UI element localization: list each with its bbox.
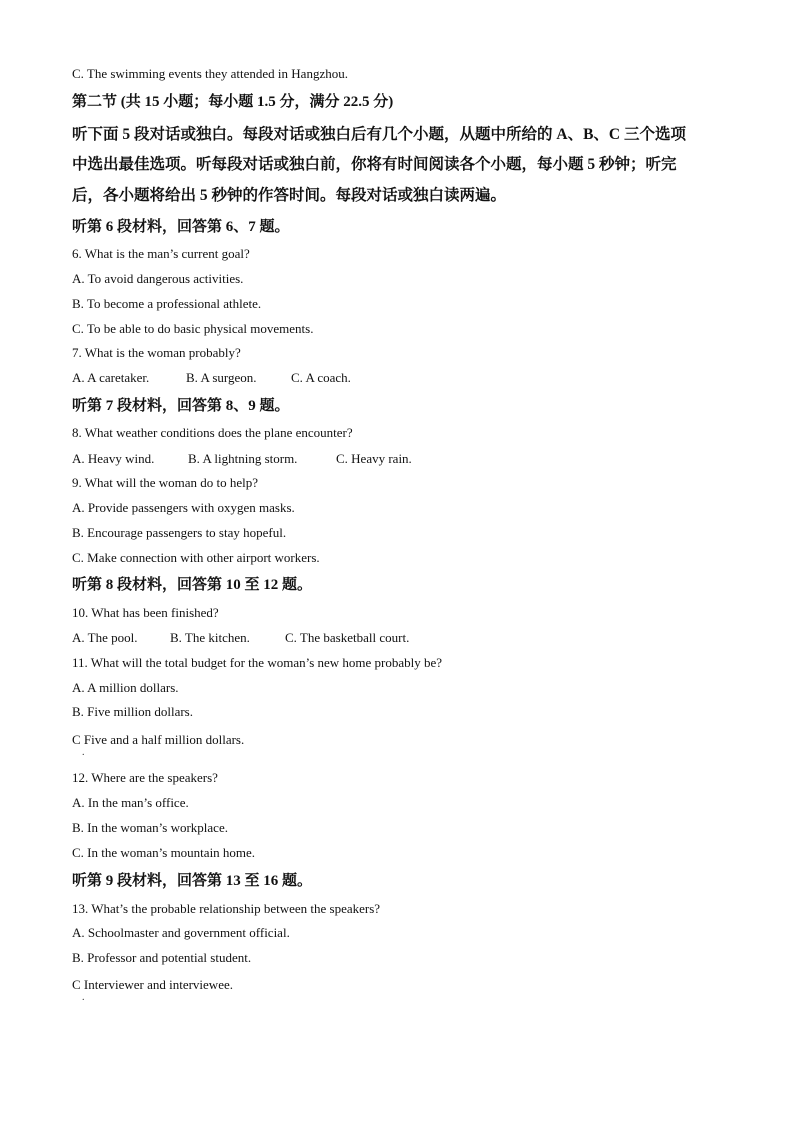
section-heading-6: 听第 6 段材料，回答第 6、7 题。 (72, 219, 290, 235)
question-6: 6. What is the man’s current goal? (72, 246, 250, 261)
option-10c: C. The basketball court. (285, 630, 410, 645)
option-8c: C. Heavy rain. (336, 451, 412, 466)
option-13b: B. Professor and potential student. (72, 950, 252, 965)
question-12: 12. Where are the speakers? (72, 770, 218, 785)
stray-dot: . (82, 747, 85, 758)
option-6b: B. To become a professional athlete. (72, 296, 262, 311)
option-13c: C Interviewer and interviewee. (72, 977, 233, 992)
option-12b: B. In the woman’s workplace. (72, 820, 228, 835)
section-title: 第二节 (共 15 小题；每小题 1.5 分，满分 22.5 分) (72, 94, 394, 110)
option-9a: A. Provide passengers with oxygen masks. (72, 500, 295, 515)
question-13: 13. What’s the probable relationship between the speakers? (72, 901, 381, 916)
option-c-line: C. The swimming events they attended in Hangzhou. (72, 66, 348, 81)
instruction-line-1: 听下面 5 段对话或独白。每段对话或独白后有几个小题，从题中所给的 A、B、C 三个选项 (72, 126, 686, 143)
options-10 (72, 630, 409, 646)
question-10: 10. What has been finished? (72, 605, 219, 620)
option-13a: A. Schoolmaster and government official. (72, 925, 290, 940)
stray-dot-2: . (82, 992, 85, 1003)
option-11b: B. Five million dollars. (72, 704, 193, 719)
option-7c: C. A coach. (291, 370, 351, 385)
option-6c: C. To be able to do basic physical movements. (72, 321, 314, 336)
option-10b: B. The kitchen. (170, 630, 250, 645)
question-8: 8. What weather conditions does the plane encounter? (72, 425, 353, 440)
option-9c: C. Make connection with other airport workers. (72, 550, 320, 565)
option-8b: B. A lightning storm. (188, 451, 298, 466)
instruction-line-3: 后，各小题将给出 5 秒钟的作答时间。每段对话或独白读两遍。 (72, 187, 507, 204)
option-6a: A. To avoid dangerous activities. (72, 271, 244, 286)
question-9: 9. What will the woman do to help? (72, 475, 259, 490)
option-12a: A. In the man’s office. (72, 795, 189, 810)
instruction-line-2: 中选出最佳选项。听每段对话或独白前，你将有时间阅读各个小题，每小题 5 秒钟；听完 (72, 156, 677, 173)
question-11: 11. What will the total budget for the woman’s new home probably be? (72, 655, 443, 670)
option-8a: A. Heavy wind. (72, 451, 155, 466)
option-11a: A. A million dollars. (72, 680, 179, 695)
question-7: 7. What is the woman probably? (72, 345, 241, 360)
option-7a: A. A caretaker. (72, 370, 150, 385)
options-8 (72, 451, 412, 467)
section-heading-7: 听第 7 段材料，回答第 8、9 题。 (72, 398, 290, 414)
option-10a: A. The pool. (72, 630, 138, 645)
option-9b: B. Encourage passengers to stay hopeful. (72, 525, 287, 540)
options-7 (72, 370, 351, 386)
section-heading-9: 听第 9 段材料，回答第 13 至 16 题。 (72, 873, 313, 889)
section-heading-8: 听第 8 段材料，回答第 10 至 12 题。 (72, 577, 313, 593)
option-11c: C Five and a half million dollars. (72, 732, 245, 747)
option-7b: B. A surgeon. (186, 370, 257, 385)
option-12c: C. In the woman’s mountain home. (72, 845, 256, 860)
